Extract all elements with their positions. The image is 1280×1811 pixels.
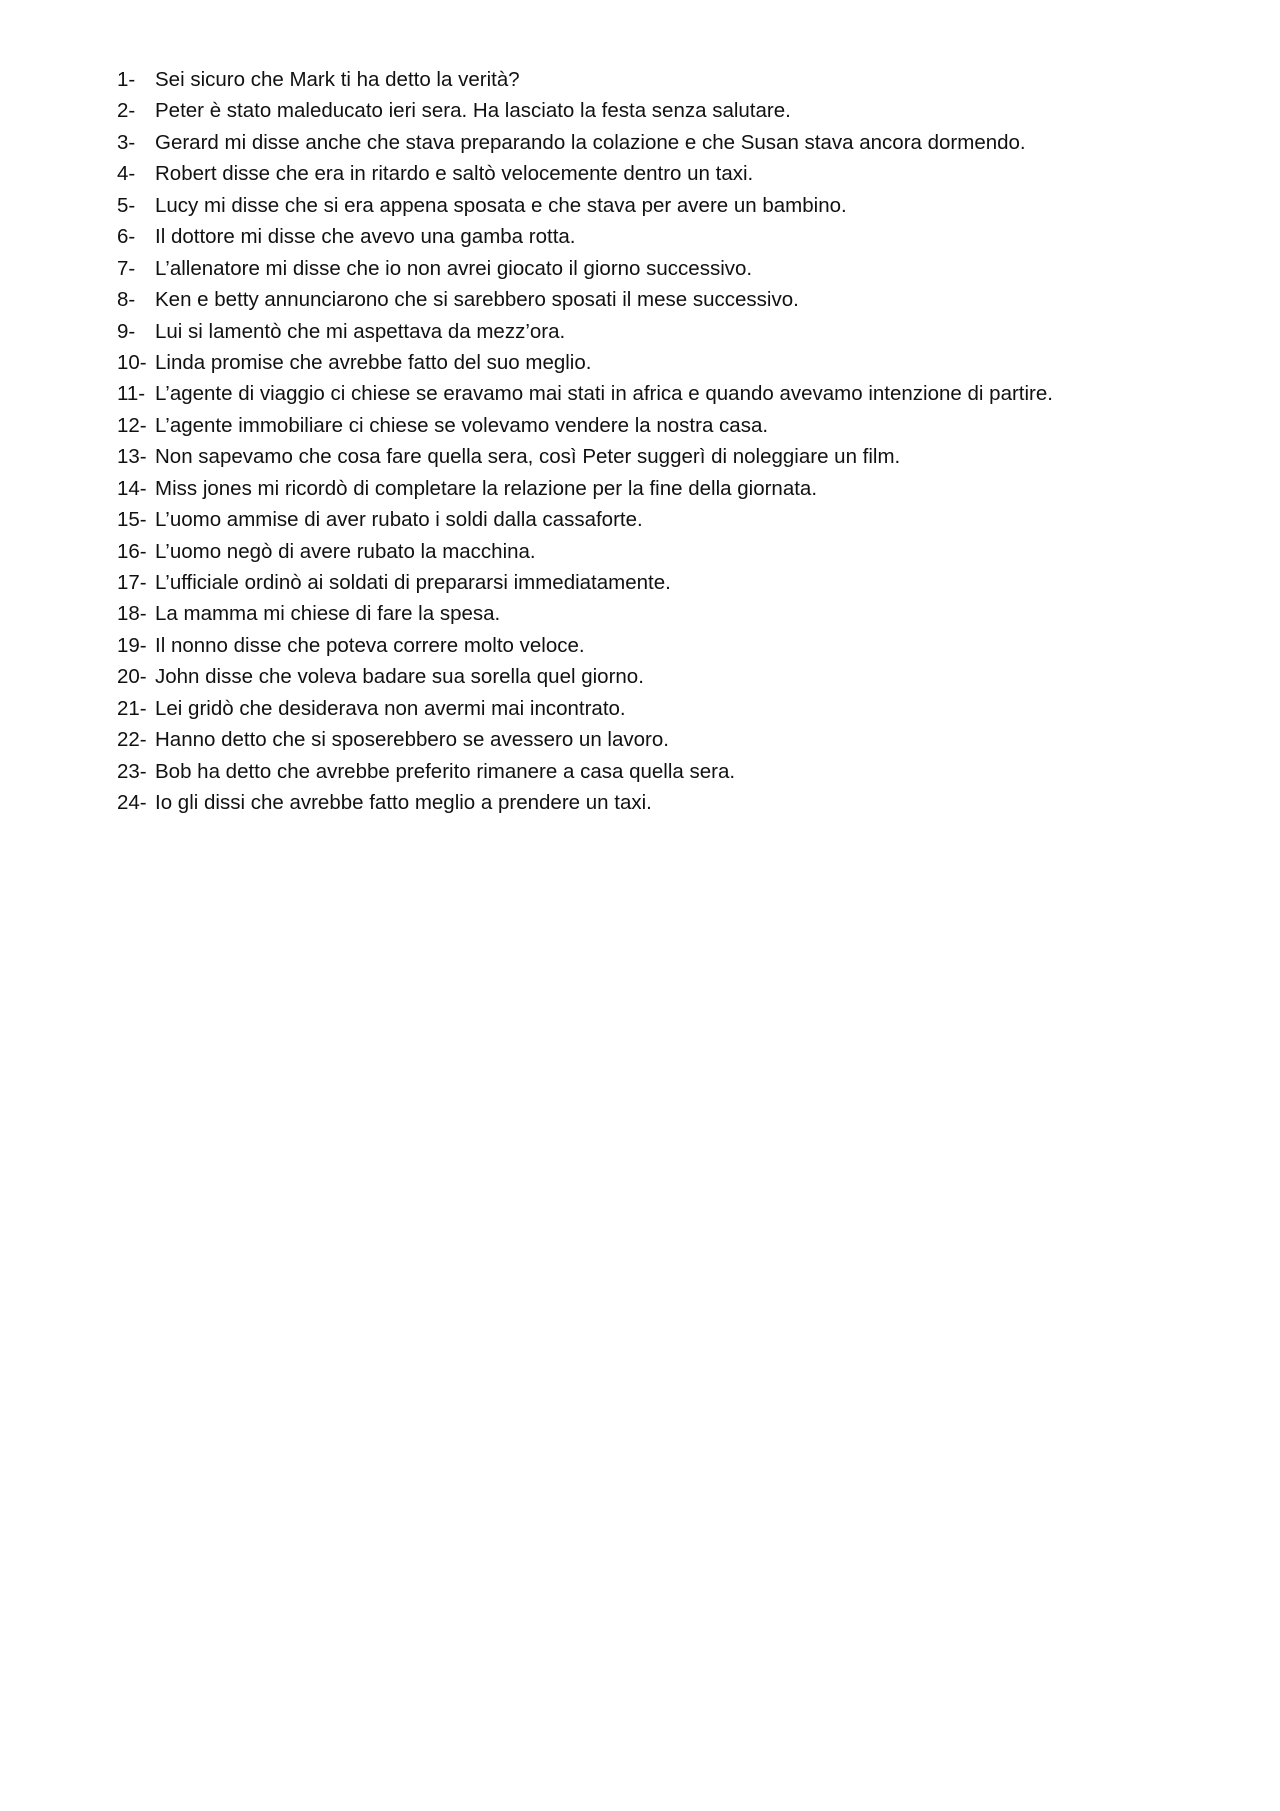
list-item — [117, 693, 1197, 724]
item-text: Lui si lamentò che mi aspettava da mezz’ora. — [155, 319, 566, 343]
item-text: L’ufficiale ordinò ai soldati di prepararsi immediatamente. — [155, 571, 671, 594]
item-number: 20- — [117, 665, 147, 689]
sentence-list — [117, 64, 1197, 819]
list-item — [117, 127, 1197, 158]
item-number: 5- — [117, 193, 136, 217]
item-text: Miss jones mi ricordò di completare la relazione per la fine della giornata. — [155, 476, 818, 500]
list-item — [117, 158, 1197, 189]
list-item — [117, 378, 1197, 409]
list-item — [117, 316, 1197, 347]
item-number: 4- — [117, 162, 136, 186]
list-item — [117, 630, 1197, 661]
item-number: 8- — [117, 288, 136, 312]
item-text: L’allenatore mi disse che io non avrei giocato il giorno successivo. — [155, 256, 753, 280]
item-number: 24- — [117, 791, 147, 815]
item-number: 19- — [117, 633, 147, 657]
list-item — [117, 598, 1197, 629]
item-number: 1- — [117, 68, 136, 91]
item-number: 23- — [117, 759, 147, 783]
list-item — [117, 661, 1197, 692]
item-text: Non sapevamo che cosa fare quella sera, così Peter suggerì di noleggiare un film. — [155, 445, 901, 469]
item-text: Peter è stato maleducato ieri sera. Ha lasciato la festa senza salutare. — [155, 99, 791, 123]
item-number: 13- — [117, 445, 147, 469]
list-item — [117, 787, 1197, 818]
item-number: 15- — [117, 508, 147, 532]
item-number: 12- — [117, 413, 147, 437]
item-text: Sei sicuro che Mark ti ha detto la verità? — [155, 68, 520, 91]
list-item — [117, 724, 1197, 755]
item-number: 22- — [117, 728, 147, 752]
list-item — [117, 64, 1197, 95]
item-text: L’agente immobiliare ci chiese se volevamo vendere la nostra casa. — [155, 413, 769, 437]
item-text: Ken e betty annunciarono che si sarebbero sposati il mese successivo. — [155, 288, 799, 312]
item-text: Robert disse che era in ritardo e saltò velocemente dentro un taxi. — [155, 162, 754, 186]
list-item — [117, 536, 1197, 567]
item-number: 9- — [117, 319, 136, 343]
item-text: L’uomo ammise di aver rubato i soldi dalla cassaforte. — [155, 508, 643, 532]
item-text: Lucy mi disse che si era appena sposata e che stava per avere un bambino. — [155, 193, 847, 217]
item-text: Io gli dissi che avrebbe fatto meglio a prendere un taxi. — [155, 791, 652, 815]
item-number: 11- — [117, 382, 146, 406]
item-number: 21- — [117, 696, 147, 720]
list-item — [117, 284, 1197, 315]
item-text: Il nonno disse che poteva correre molto veloce. — [155, 633, 585, 657]
list-item — [117, 567, 1197, 598]
item-text: Il dottore mi disse che avevo una gamba rotta. — [155, 225, 576, 249]
item-text: Bob ha detto che avrebbe preferito rimanere a casa quella sera. — [155, 759, 736, 783]
list-item — [117, 441, 1197, 472]
item-number: 17- — [117, 571, 147, 594]
list-item — [117, 221, 1197, 252]
list-item — [117, 95, 1197, 126]
item-text: Lei gridò che desiderava non avermi mai incontrato. — [155, 696, 626, 720]
item-text: Hanno detto che si sposerebbero se avessero un lavoro. — [155, 728, 669, 752]
item-number: 18- — [117, 602, 147, 626]
item-text: John disse che voleva badare sua sorella quel giorno. — [155, 665, 644, 689]
item-text: Linda promise che avrebbe fatto del suo meglio. — [155, 350, 592, 374]
item-text: Gerard mi disse anche che stava preparando la colazione e che Susan stava ancora dormendo. — [155, 130, 1026, 154]
item-number: 6- — [117, 225, 136, 249]
list-item — [117, 756, 1197, 787]
list-item — [117, 347, 1197, 378]
item-number: 3- — [117, 130, 136, 154]
item-number: 14- — [117, 476, 147, 500]
list-item — [117, 410, 1197, 441]
item-text: L’agente di viaggio ci chiese se eravamo mai stati in africa e quando avevamo intenzione di partire. — [155, 382, 1053, 406]
item-text: La mamma mi chiese di fare la spesa. — [155, 602, 501, 626]
list-item — [117, 190, 1197, 221]
item-number: 10- — [117, 350, 147, 374]
item-number: 16- — [117, 539, 147, 563]
list-item — [117, 473, 1197, 504]
item-number: 2- — [117, 99, 136, 123]
list-item — [117, 253, 1197, 284]
item-text: L’uomo negò di avere rubato la macchina. — [155, 539, 536, 563]
item-number: 7- — [117, 256, 136, 280]
list-item — [117, 504, 1197, 535]
